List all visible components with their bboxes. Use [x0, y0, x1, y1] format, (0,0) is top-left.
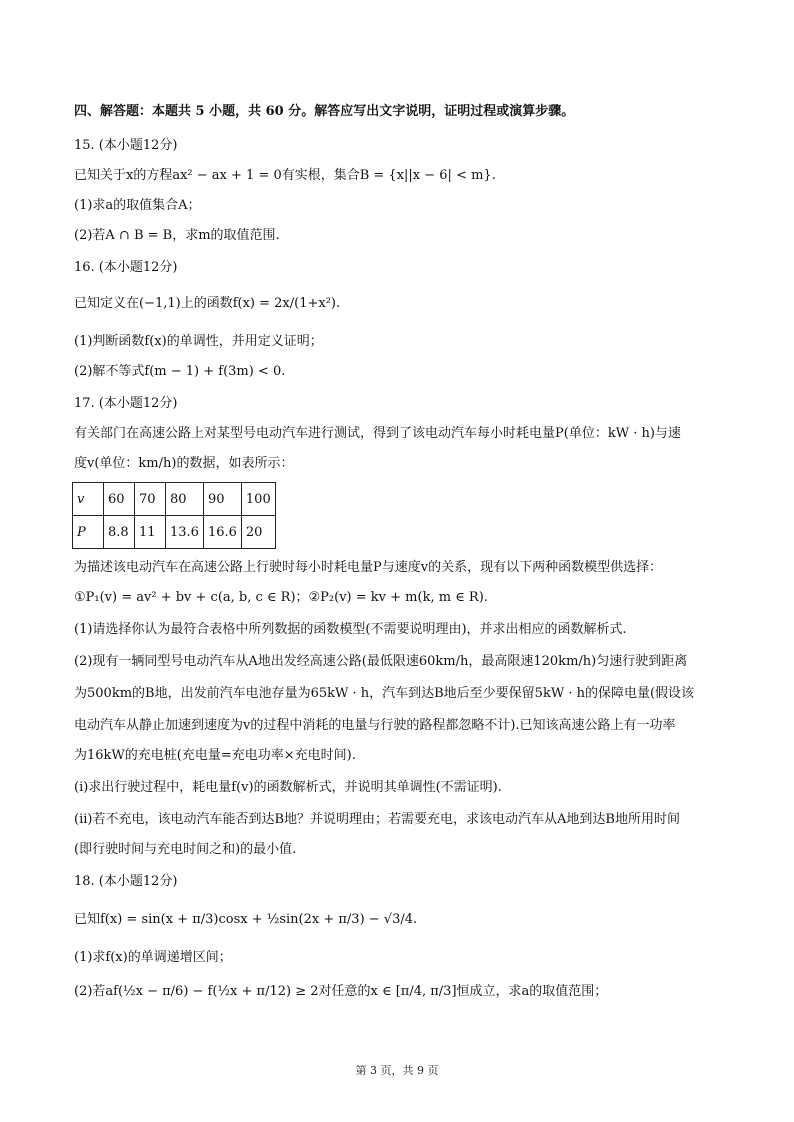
- q17-part2-line-2: 为500km的B地，出发前汽车电池存量为65kW · h，汽车到达B地后至少要保留5kW · h的保障电量(假设该: [74, 686, 695, 701]
- table-cell: 11: [135, 516, 166, 549]
- table-cell: 100: [241, 483, 275, 516]
- q17-part2-line-4: 为16kW的充电桩(充电量=充电功率×充电时间).: [74, 748, 356, 763]
- q15-header: 15. (本小题12分): [74, 138, 178, 153]
- q16-header: 16. (本小题12分): [74, 260, 178, 275]
- q15-stem: 已知关于x的方程ax² − ax + 1 = 0有实根，集合B = {x||x − 6| < m}.: [74, 168, 496, 183]
- table-cell: 8.8: [104, 516, 135, 549]
- q15-part2: (2)若A ∩ B = B，求m的取值范围.: [74, 228, 280, 243]
- table-cell: 13.6: [166, 516, 204, 549]
- q16-part1: (1)判断函数f(x)的单调性，并用定义证明；: [74, 334, 323, 349]
- q17-part1: (1)请选择你认为最符合表格中所列数据的函数模型(不需要说明理由)，并求出相应的函数解析式.: [74, 622, 627, 637]
- q15-part1: (1)求a的取值集合A；: [74, 198, 201, 213]
- table-row: [73, 516, 276, 549]
- q17-part2-i: (i)求出行驶过程中，耗电量f(v)的函数解析式，并说明其单调性(不需证明).: [74, 780, 502, 795]
- page-footer: 第 3 页，共 9 页: [355, 1064, 439, 1077]
- q18-part1: (1)求f(x)的单调递增区间；: [74, 950, 232, 965]
- q17-intro-line-2: 度v(单位：km/h)的数据，如表所示：: [74, 456, 294, 471]
- table-cell: P: [73, 516, 104, 549]
- q17-part2-line-3: 电动汽车从静止加速到速度为v的过程中消耗的电量与行驶的路程都忽略不计).已知该高速公路上有一功率: [74, 718, 676, 733]
- q18-stem: 已知f(x) = sin(x + π/3)cosx + ½sin(2x + π/3) − √3/4.: [74, 912, 418, 927]
- q17-part2-line-1: (2)现有一辆同型号电动汽车从A地出发经高速公路(最低限速60km/h，最高限速120km/h)匀速行驶到距离: [74, 654, 688, 669]
- q17-part2-ii-line-1: (ii)若不充电，该电动汽车能否到达B地？并说明理由；若需要充电，求该电动汽车从A地到达B地所用时间: [74, 812, 680, 827]
- table-row: [73, 483, 276, 516]
- q17-intro-line-1: 有关部门在高速公路上对某型号电动汽车进行测试，得到了该电动汽车每小时耗电量P(单位：kW · h)与速: [74, 426, 681, 441]
- q17-model-intro: 为描述该电动汽车在高速公路上行驶时每小时耗电量P与速度v的关系，现有以下两种函数模型供选择：: [74, 560, 663, 575]
- q16-stem: 已知定义在(−1,1)上的函数f(x) = 2x/(1+x²).: [74, 296, 341, 311]
- table-cell: 90: [203, 483, 241, 516]
- table-cell: 80: [166, 483, 204, 516]
- q16-part2: (2)解不等式f(m − 1) + f(3m) < 0.: [74, 364, 286, 379]
- table-cell: v: [73, 483, 104, 516]
- table-cell: 20: [241, 516, 275, 549]
- table-cell: 16.6: [203, 516, 241, 549]
- q17-models: ①P₁(v) = av² + bv + c(a, b, c ∈ R)；②P₂(v) = kv + m(k, m ∈ R).: [74, 590, 488, 605]
- q17-header: 17. (本小题12分): [74, 396, 178, 411]
- section-heading: 四、解答题：本题共 5 小题，共 60 分。解答应写出文字说明，证明过程或演算步骤。: [74, 104, 575, 119]
- q18-header: 18. (本小题12分): [74, 874, 178, 889]
- q17-part2-ii-line-2: (即行驶时间与充电时间之和)的最小值.: [74, 842, 297, 857]
- table-cell: 60: [104, 483, 135, 516]
- speed-power-table: [72, 482, 276, 549]
- q18-part2: (2)若af(½x − π/6) − f(½x + π/12) ≥ 2对任意的x ∈ [π/4, π/3]恒成立，求a的取值范围；: [74, 984, 608, 999]
- table-cell: 70: [135, 483, 166, 516]
